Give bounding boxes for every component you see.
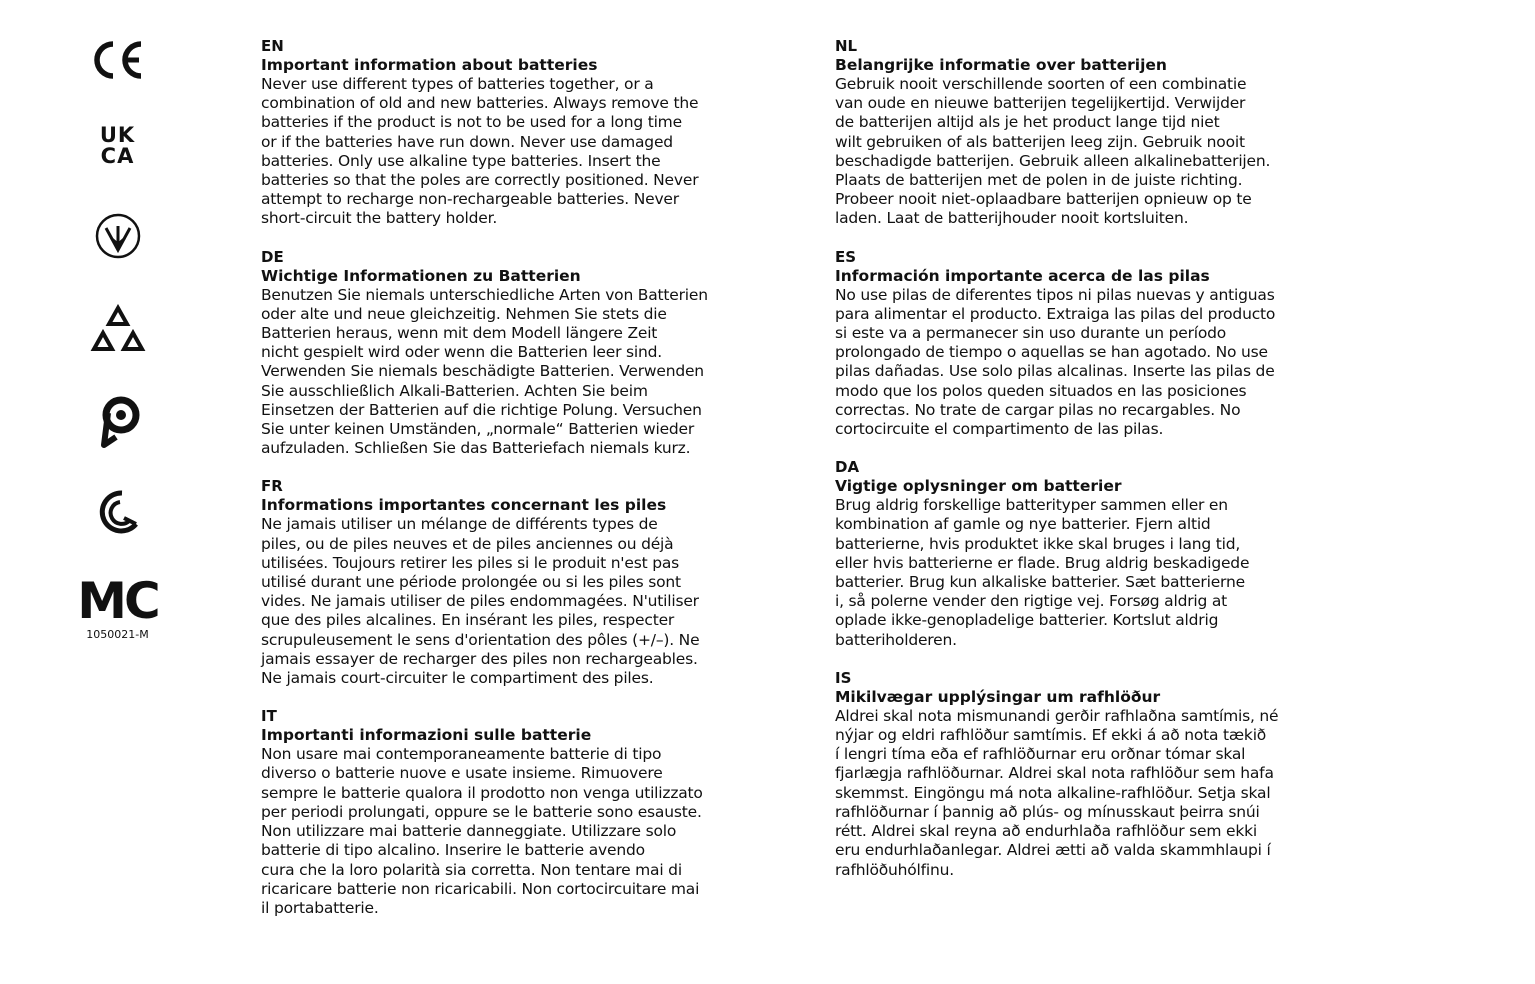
- section-title: Wichtige Informationen zu Batterien: [261, 266, 581, 285]
- section-title: Información importante acerca de las pilas: [835, 266, 1210, 285]
- section-body: No use pilas de diferentes tipos ni pilas nuevas y antiguas para alimentar el producto. Extraiga las pilas del producto si este va a permanecer sin uso durante un período prolongado de tiempo o aquellas se han agotado. No use pilas dañadas. Use solo pilas alcalinas. Inserte las pilas de modo que los polos queden situados en las posiciones correctas. No trate de cargar pilas no recargables. No cortocircuite el compartimento de las pilas.: [835, 285, 1276, 439]
- language-code: IS: [835, 668, 852, 687]
- section-nl: [835, 37, 1315, 229]
- section-title: Vigtige oplysninger om batterier: [835, 477, 1122, 496]
- recycle-triangles-icon: [60, 303, 175, 355]
- eac-trident-mark-icon: [60, 211, 175, 261]
- section-body: Aldrei skal nota mismunandi gerðir rafhlaðna samtímis, né nýjar og eldri rafhlöður samtímis. Ef ekki á að nota tækið í lengri tíma eða ef rafhlöðurnar eru orðnar tómar skal fjarlægja rafhlöðurnar. Aldrei skal nota rafhlöður sem hafa skemmst. Eingöngu má nota alkaline-rafhlöður. Setja skal rafhlöðurnar í þannig að plús- og mínusskaut þeirra snúi rétt. Aldrei skal reyna að endurhlaða rafhlöður sem ekki eru endurhlaðanlegar. Aldrei ætti að valda skammhlaupi í rafhlöðuhólfinu.: [835, 706, 1279, 879]
- right-text-column: [835, 37, 1315, 899]
- section-fr: [261, 477, 741, 688]
- section-body: Non usare mai contemporaneamente batterie di tipo diverso o batterie nuove e usate insieme. Rimuovere sempre le batterie qualora il prodotto non venga utilizzato per periodi prolungati, oppure se le batterie sono esauste. Non utilizzare mai batterie danneggiate. Utilizzare solo batterie di tipo alcalino. Inserire le batterie avendo cura che la loro polarità sia corretta. Non tentare mai di ricaricare batterie non ricaricabili. Non cortocircuitare mai il portabatterie.: [261, 745, 703, 917]
- language-code: DE: [261, 247, 284, 266]
- language-code: DA: [835, 458, 860, 477]
- product-code: 1050021-M: [86, 628, 149, 641]
- crescent-mark-icon: [60, 487, 175, 535]
- section-it: [261, 707, 741, 918]
- section-body: Ne jamais utiliser un mélange de différents types de piles, ou de piles neuves et de piles anciennes ou déjà utilisées. Toujours retirer les piles si le produit n'est pas utilisé durant une période prolongée ou si les piles sont vides. Ne jamais utiliser de piles endommagées. N'utiliser que des piles alcalines. En insérant les piles, respecter scrupuleusement le sens d'orientation des pôles (+/–). Ne jamais essayer de recharger des piles non rechargeables. Ne jamais court-circuiter le compartiment des piles.: [261, 515, 700, 688]
- section-body: Brug aldrig forskellige batterityper sammen eller en kombination af gamle og nye batterier. Fjern altid batterierne, hvis produktet ikke skal bruges i lang tid, eller hvis batterierne er flade. Brug aldrig beskadigede batterier. Brug kun alkaliske batterier. Sæt batterierne i, så polerne vender den rigtige vej. Forsøg aldrig at oplade ikke-genopladelige batterier. Kortslut aldrig batteriholderen.: [835, 496, 1250, 649]
- section-en: [261, 37, 741, 229]
- language-code: NL: [835, 37, 858, 55]
- ukca-mark-icon: [60, 123, 175, 169]
- mc-mark-text: MC: [77, 572, 158, 630]
- section-de: [261, 248, 741, 459]
- no-small-parts-icon: [60, 393, 175, 449]
- section-title: Importanti informazioni sulle batterie: [261, 726, 592, 745]
- section-body: Benutzen Sie niemals unterschiedliche Arten von Batterien oder alte und neue gleichzeitig. Nehmen Sie stets die Batterien heraus, wenn mit dem Modell längere Zeit nicht gespielt wird oder wenn die Batterien leer sind. Verwenden Sie niemals beschädigte Batterien. Verwenden Sie ausschließlich Alkali-Batterien. Achten Sie beim Einsetzen der Batterien auf die richtige Polung. Versuchen Sie unter keinen Umständen, „normale“ Batterien wieder aufzuladen. Schließen Sie das Batteriefach niemals kurz.: [261, 285, 708, 458]
- mc-mark-icon: [60, 572, 175, 630]
- ce-mark-icon: [60, 37, 175, 82]
- ukca-mark-top-text: UK: [99, 123, 136, 147]
- section-title: Important information about batteries: [261, 56, 598, 74]
- section-is: [835, 669, 1315, 880]
- section-da: [835, 458, 1315, 650]
- section-title: Mikilvægar upplýsingar um rafhlöður: [835, 687, 1161, 706]
- section-es: [835, 248, 1315, 440]
- section-body: Never use different types of batteries together, or a combination of old and new batteries. Always remove the batteries if the product is not to be used for a long time or if the batteries have run down. Never use damaged batteries. Only use alkaline type batteries. Insert the batteries so that the poles are correctly positioned. Never attempt to recharge non-rechargeable batteries. Never short-circuit the battery holder.: [261, 75, 699, 228]
- language-code: EN: [261, 37, 284, 55]
- section-title: Informations importantes concernant les piles: [261, 496, 667, 515]
- ukca-mark-bottom-text: CA: [100, 144, 135, 168]
- section-title: Belangrijke informatie over batterijen: [835, 56, 1167, 74]
- language-code: ES: [835, 247, 857, 266]
- section-body: Gebruik nooit verschillende soorten of een combinatie van oude en nieuwe batterijen tegelijkertijd. Verwijder de batterijen altijd als je het product lange tijd niet wilt gebruiken of als batterijen leeg zijn. Gebruik nooit beschadigde batterijen. Gebruik alleen alkalinebatterijen. Plaats de batterijen met de polen in de juiste richting. Probeer nooit niet-oplaadbare batterijen opnieuw op te laden. Laat de batterijhouder nooit kortsluiten.: [835, 75, 1271, 228]
- language-code: FR: [261, 477, 283, 496]
- language-code: IT: [261, 707, 277, 726]
- left-text-column: [261, 37, 741, 937]
